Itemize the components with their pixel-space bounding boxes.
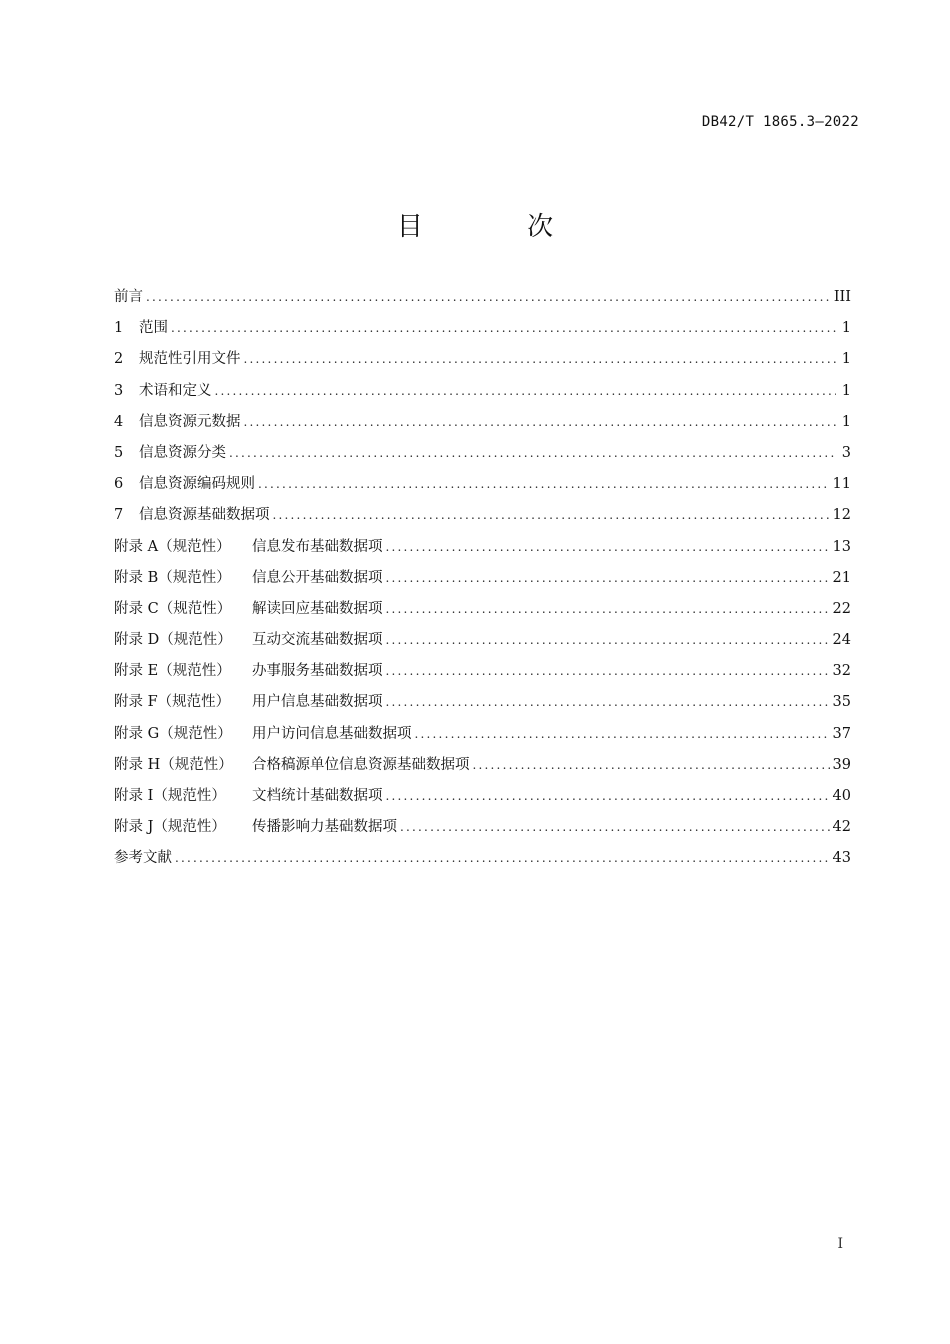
toc-entry[interactable] xyxy=(114,847,851,878)
toc-entry[interactable] xyxy=(114,380,851,411)
toc-leader-dots xyxy=(386,660,830,682)
toc-entry-page: 12 xyxy=(832,507,851,524)
toc-entry-label: 前言 xyxy=(114,289,143,305)
toc-entry[interactable] xyxy=(114,317,851,348)
toc-leader-dots xyxy=(473,754,830,776)
table-of-contents xyxy=(114,286,851,879)
toc-entry-label: 术语和定义 xyxy=(139,382,212,399)
toc-leader-dots xyxy=(386,629,830,651)
toc-entry[interactable] xyxy=(114,660,851,691)
page-number: I xyxy=(837,1236,843,1252)
toc-entry-annex-prefix: 附录 F（规范性） xyxy=(114,694,231,711)
toc-entry-page: 13 xyxy=(832,538,851,555)
toc-entry-page: 37 xyxy=(832,725,851,742)
toc-entry-page: 43 xyxy=(832,850,851,867)
toc-entry-number: 6 xyxy=(114,476,124,493)
toc-entry-label: 信息发布基础数据项 xyxy=(252,538,383,555)
toc-entry-number: 5 xyxy=(114,444,124,461)
toc-entry-label: 互动交流基础数据项 xyxy=(252,632,383,649)
toc-entry[interactable] xyxy=(114,504,851,535)
toc-entry-page: 42 xyxy=(832,819,851,836)
toc-entry-annex-prefix: 附录 H（规范性） xyxy=(114,756,233,773)
toc-entry-label: 规范性引用文件 xyxy=(139,351,241,368)
toc-entry[interactable] xyxy=(114,567,851,598)
toc-entry[interactable] xyxy=(114,629,851,660)
toc-entry-annex-prefix: 附录 G（规范性） xyxy=(114,725,232,742)
toc-entry-annex-prefix: 附录 A（规范性） xyxy=(114,538,231,555)
toc-entry-label: 用户访问信息基础数据项 xyxy=(252,725,412,742)
toc-entry-page: 3 xyxy=(841,444,851,461)
toc-entry-annex-prefix: 附录 J（规范性） xyxy=(114,819,226,836)
toc-entry[interactable] xyxy=(114,723,851,754)
toc-entry-page: III xyxy=(833,289,851,305)
toc-entry-label: 文档统计基础数据项 xyxy=(252,788,383,804)
toc-entry-number: 7 xyxy=(114,507,124,524)
toc-entry-label: 信息资源基础数据项 xyxy=(139,507,270,524)
toc-entry-label: 解读回应基础数据项 xyxy=(252,600,383,617)
toc-entry[interactable] xyxy=(114,691,851,722)
toc-leader-dots xyxy=(146,286,831,308)
toc-entry-page: 21 xyxy=(832,569,851,586)
toc-leader-dots xyxy=(386,691,830,713)
toc-entry[interactable] xyxy=(114,598,851,629)
toc-entry-annex-prefix: 附录 D（规范性） xyxy=(114,632,232,649)
toc-leader-dots xyxy=(386,785,830,807)
toc-entry-page: 39 xyxy=(832,756,851,773)
toc-leader-dots xyxy=(386,567,830,589)
toc-entry[interactable] xyxy=(114,286,851,317)
toc-entry-page: 24 xyxy=(832,632,851,649)
toc-entry-annex-prefix: 附录 E（规范性） xyxy=(114,663,231,680)
toc-entry[interactable] xyxy=(114,411,851,442)
toc-entry-label: 合格稿源单位信息资源基础数据项 xyxy=(252,756,470,773)
toc-entry-label: 信息资源编码规则 xyxy=(139,476,255,493)
toc-entry[interactable] xyxy=(114,816,851,847)
toc-entry[interactable] xyxy=(114,348,851,379)
toc-entry-page: 40 xyxy=(832,788,851,804)
toc-entry[interactable] xyxy=(114,442,851,473)
toc-entry-number: 2 xyxy=(114,351,124,368)
toc-leader-dots xyxy=(386,536,830,558)
toc-leader-dots xyxy=(175,847,830,869)
toc-entry-page: 1 xyxy=(841,320,851,337)
toc-entry-annex-prefix: 附录 B（规范性） xyxy=(114,569,231,586)
toc-entry-number: 4 xyxy=(114,413,124,430)
toc-entry-page: 22 xyxy=(832,600,851,617)
toc-title: 目 次 xyxy=(396,212,602,242)
toc-leader-dots xyxy=(258,473,830,495)
document-code: DB42/T 1865.3—2022 xyxy=(701,114,859,130)
toc-entry-label: 传播影响力基础数据项 xyxy=(252,819,397,836)
toc-leader-dots xyxy=(244,348,837,370)
toc-entry-label: 信息资源分类 xyxy=(139,444,226,461)
toc-entry-page: 1 xyxy=(841,382,851,399)
toc-entry[interactable] xyxy=(114,536,851,567)
toc-entry-label: 参考文献 xyxy=(114,850,172,867)
toc-entry-annex-prefix: 附录 C（规范性） xyxy=(114,600,232,617)
toc-leader-dots xyxy=(244,411,837,433)
toc-entry-label: 用户信息基础数据项 xyxy=(252,694,383,711)
toc-entry-label: 办事服务基础数据项 xyxy=(252,663,383,680)
toc-entry-number: 1 xyxy=(114,320,124,337)
toc-entry[interactable] xyxy=(114,785,851,816)
toc-entry-page: 1 xyxy=(841,351,851,368)
toc-entry[interactable] xyxy=(114,754,851,785)
toc-leader-dots xyxy=(415,723,830,745)
toc-entry-label: 信息资源元数据 xyxy=(139,413,241,430)
toc-entry-page: 11 xyxy=(832,476,851,493)
toc-leader-dots xyxy=(386,598,830,620)
toc-entry[interactable] xyxy=(114,473,851,504)
toc-leader-dots xyxy=(229,442,836,464)
toc-leader-dots xyxy=(400,816,830,838)
toc-leader-dots xyxy=(215,380,837,402)
toc-entry-annex-prefix: 附录 I（规范性） xyxy=(114,788,226,804)
toc-leader-dots xyxy=(171,317,836,339)
toc-entry-page: 1 xyxy=(841,413,851,430)
toc-entry-number: 3 xyxy=(114,382,124,399)
toc-entry-label: 范围 xyxy=(139,320,168,337)
toc-entry-page: 32 xyxy=(832,663,851,680)
toc-entry-label: 信息公开基础数据项 xyxy=(252,569,383,586)
toc-entry-page: 35 xyxy=(832,694,851,711)
toc-leader-dots xyxy=(273,504,830,526)
